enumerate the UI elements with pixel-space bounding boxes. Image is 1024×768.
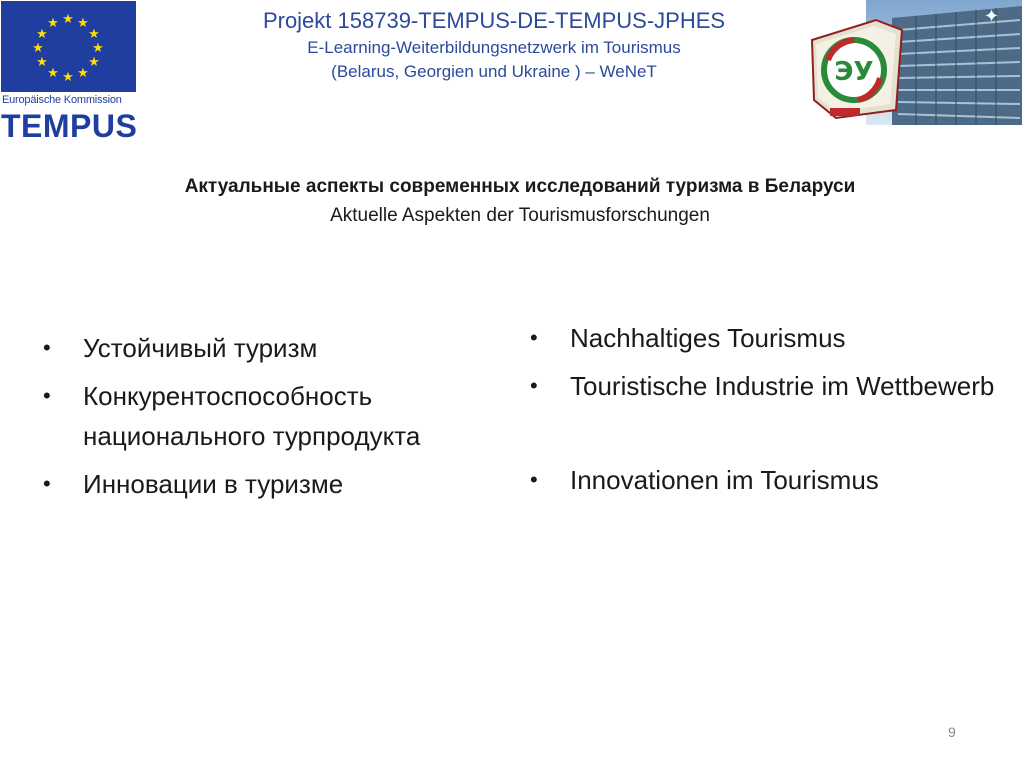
- svg-text:★: ★: [36, 27, 48, 42]
- svg-text:★: ★: [88, 27, 100, 42]
- bullet-icon: •: [43, 383, 51, 408]
- title-russian: Актуальные аспекты современных исследований туризма в Беларуси: [184, 176, 856, 197]
- svg-text:★: ★: [36, 55, 48, 70]
- bullet-icon: •: [43, 471, 51, 496]
- svg-text:★: ★: [47, 16, 59, 31]
- bullet-icon: •: [43, 335, 51, 360]
- russian-bullet-list: [40, 328, 510, 512]
- list-item: [40, 376, 510, 456]
- slide-title: [40, 172, 1000, 230]
- bullet-icon: •: [530, 373, 538, 398]
- project-line: Projekt 158739-TEMPUS-DE-TEMPUS-JPHES: [262, 8, 726, 33]
- bullet-text: Innovationen im Tourismus: [570, 465, 879, 495]
- eu-flag-icon: [1, 1, 136, 92]
- project-header: [214, 6, 774, 84]
- countries-line: (Belarus, Georgien und Ukraine ) – WeNeT: [331, 62, 657, 81]
- bullet-text: Nachhaltiges Tourismus: [570, 323, 846, 353]
- german-bullet-list: [527, 318, 997, 508]
- university-logo: [806, 0, 1022, 125]
- list-item: [527, 318, 997, 358]
- list-item: [40, 464, 510, 504]
- university-building-icon: [806, 0, 1022, 125]
- svg-text:★: ★: [32, 41, 44, 56]
- svg-text:★: ★: [88, 55, 100, 70]
- svg-text:★: ★: [77, 16, 89, 31]
- svg-text:★: ★: [62, 12, 74, 27]
- bullet-icon: •: [530, 467, 538, 492]
- svg-text:★: ★: [77, 66, 89, 81]
- svg-text:✦: ✦: [984, 6, 1000, 27]
- bullet-text: Touristische Industrie im Wettbewerb: [570, 371, 995, 401]
- svg-text:ЭУ: ЭУ: [834, 57, 874, 87]
- svg-text:★: ★: [62, 70, 74, 85]
- list-item: [527, 460, 997, 500]
- list-item: [40, 328, 510, 368]
- eu-caption: Europäische Kommission: [2, 94, 122, 106]
- tempus-logo-text: TEMPUS: [1, 108, 138, 144]
- list-spacer: [527, 414, 997, 460]
- bullet-text: Устойчивый туризм: [83, 333, 318, 363]
- eu-tempus-logo: [0, 0, 138, 142]
- list-item: [527, 366, 997, 406]
- network-line: E-Learning-Weiterbildungsnetzwerk im Tourismus: [307, 38, 681, 57]
- bullet-icon: •: [530, 325, 538, 350]
- svg-text:★: ★: [47, 66, 59, 81]
- svg-text:★: ★: [92, 41, 104, 56]
- bullet-text: Конкурентоспособность национального турпродукта: [83, 381, 421, 451]
- bullet-text: Инновации в туризме: [83, 469, 344, 499]
- page-number: 9: [948, 724, 956, 740]
- title-german: Aktuelle Aspekten der Tourismusforschungen: [330, 205, 710, 226]
